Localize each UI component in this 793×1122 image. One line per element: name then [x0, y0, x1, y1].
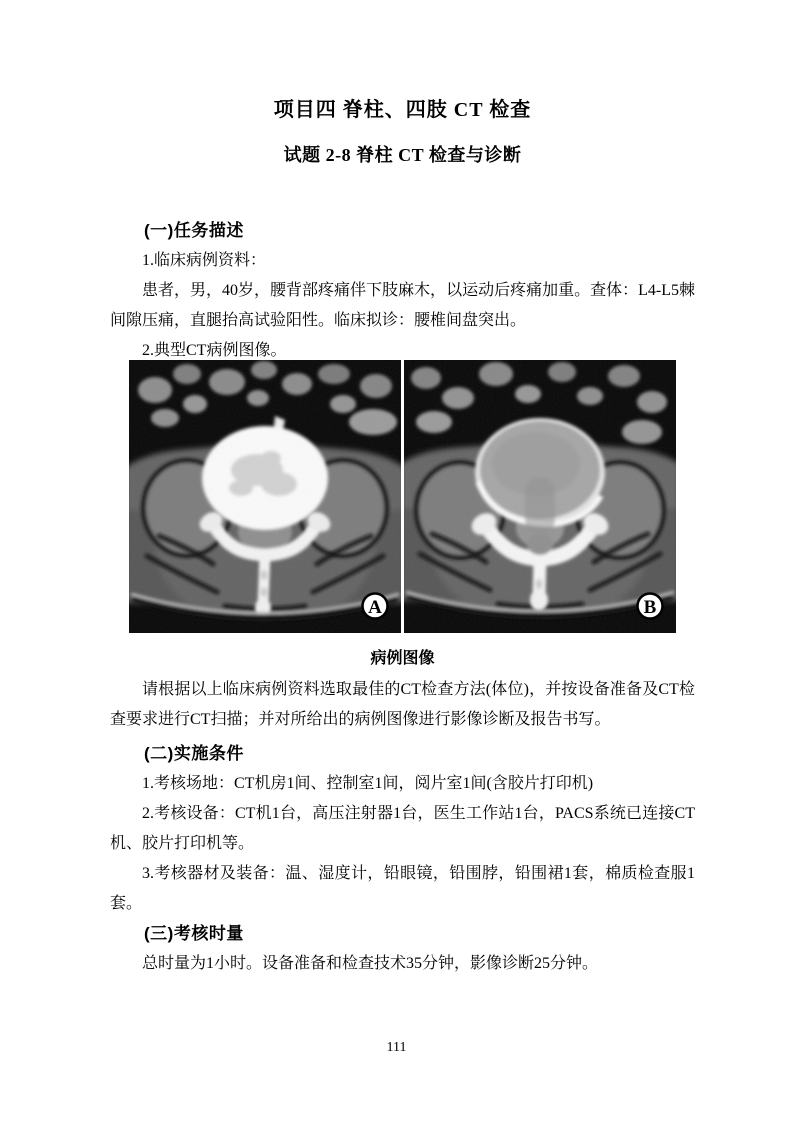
section-heading-task: (一)任务描述 [144, 221, 244, 240]
ct-image-b [404, 360, 676, 633]
document-subtitle: 试题 2-8 脊柱 CT 检查与诊断 [283, 145, 522, 165]
task-item-clinical-data: 1.临床病例资料： [142, 252, 267, 269]
conditions-item-materials: 3.考核器材及装备：温、湿度计，铅眼镜，铅围脖，铅围裙1套，棉质检查服1套。 [110, 865, 695, 912]
figure-caption: 病例图像 [370, 650, 435, 667]
conditions-item-venue: 1.考核场地：CT机房1间、控制室1间，阅片室1间(含胶片打印机) [142, 775, 594, 792]
ct-image-row [110, 360, 695, 633]
document-content [110, 0, 695, 979]
task-item-ct-images: 2.典型CT病例图像。 [142, 342, 287, 359]
duration-text: 总时量为1小时。设备准备和检查技术35分钟，影像诊断25分钟。 [142, 955, 599, 972]
page-number: 111 [386, 1040, 407, 1055]
ct-noise-overlay [404, 360, 676, 633]
ct-figure [110, 360, 695, 671]
ct-noise-overlay [129, 360, 401, 633]
task-instruction: 请根据以上临床病例资料选取最佳的CT检查方法(体位)，并按设备准备及CT检查要求进行CT扫描；并对所给出的病例图像进行影像诊断及报告书写。 [110, 681, 695, 728]
figure-label-b: B [643, 597, 657, 618]
section-heading-duration: (三)考核时量 [144, 924, 244, 943]
task-case-description: 患者，男，40岁，腰背部疼痛伴下肢麻木，以运动后疼痛加重。查体：L4-L5棘间隙压痛，直腿抬高试验阳性。临床拟诊：腰椎间盘突出。 [110, 282, 695, 329]
section-heading-conditions: (二)实施条件 [144, 744, 244, 763]
figure-label-a: A [368, 597, 382, 618]
ct-image-a [129, 360, 401, 633]
conditions-item-equipment: 2.考核设备：CT机1台，高压注射器1台，医生工作站1台，PACS系统已连接CT机、胶片打印机等。 [110, 805, 695, 852]
document-title: 项目四 脊柱、四肢 CT 检查 [273, 99, 532, 121]
